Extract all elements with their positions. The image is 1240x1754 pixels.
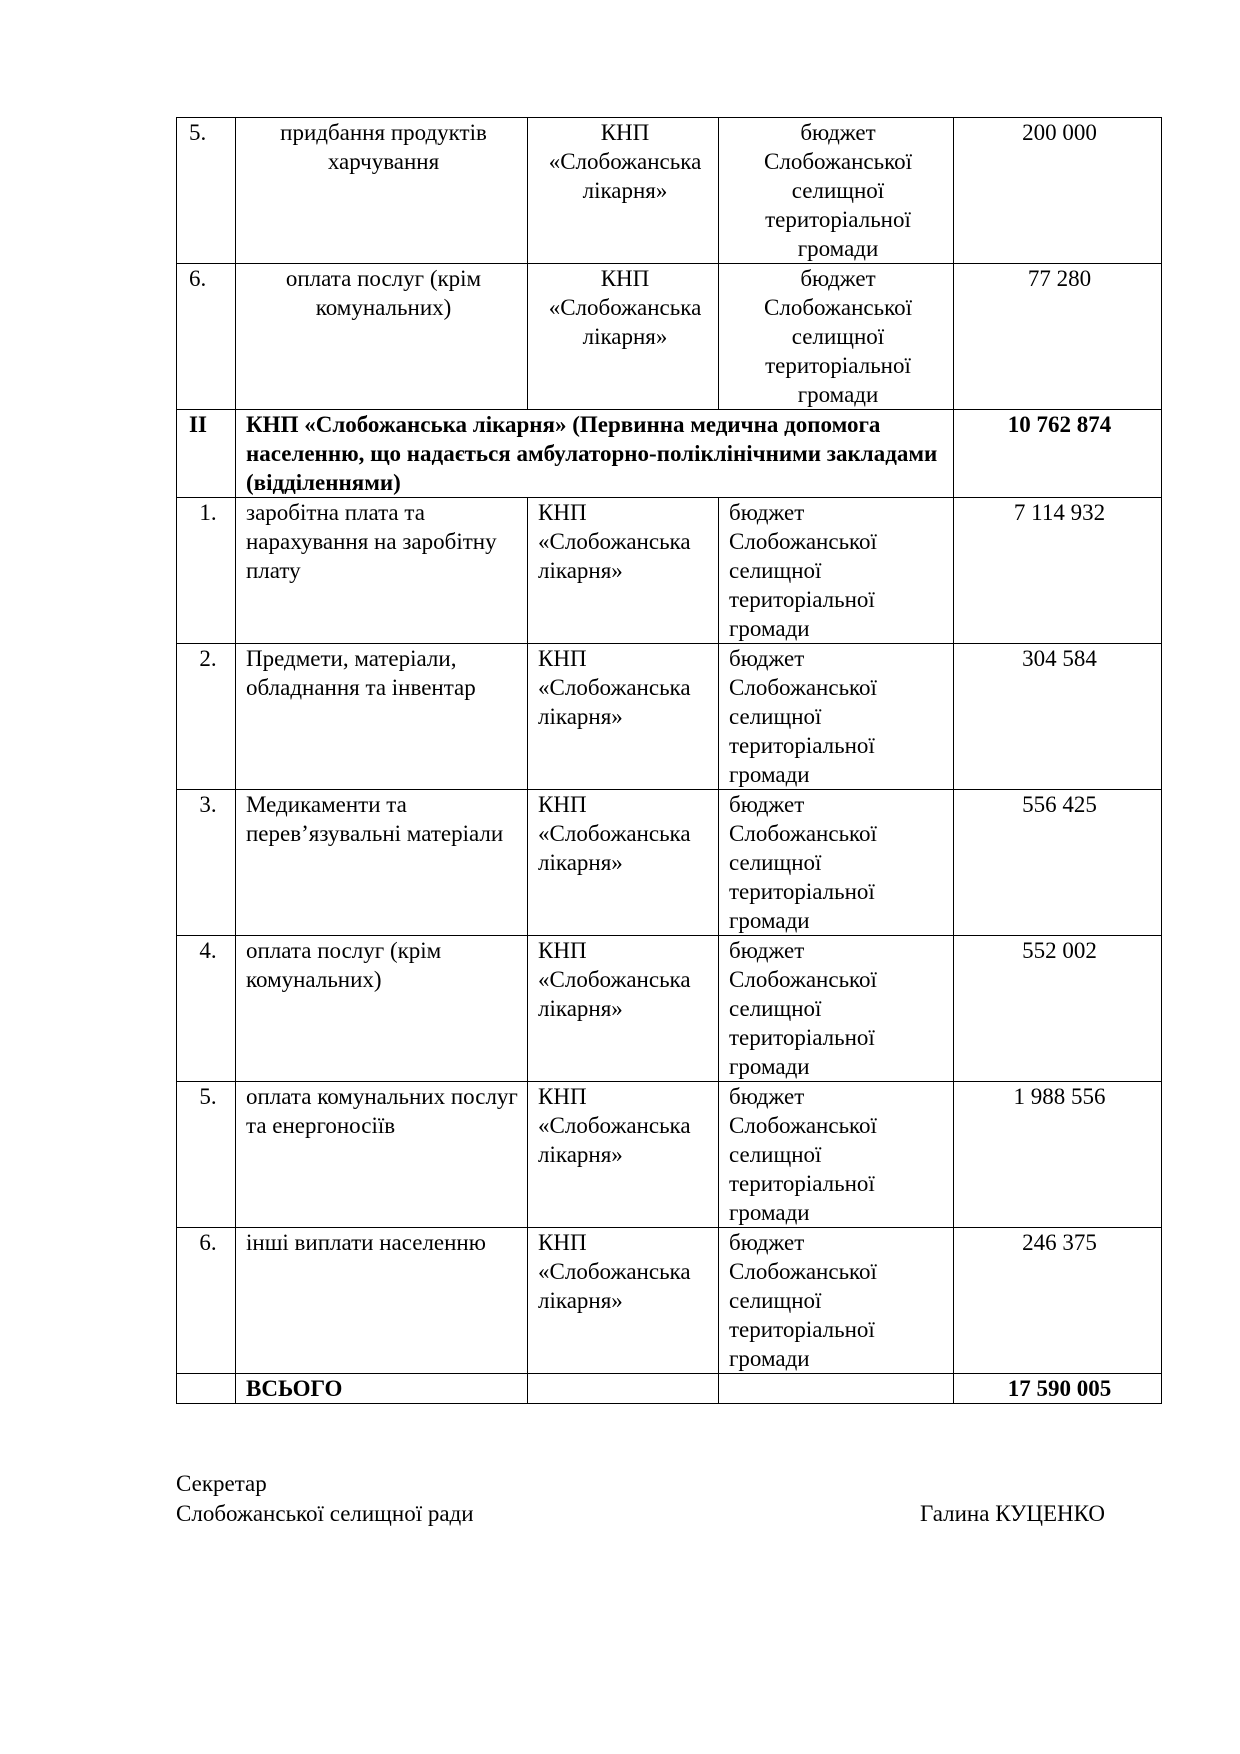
- amount: 552 002: [954, 936, 1162, 1082]
- expense-item: Предмети, матеріали, обладнання та інвентар: [236, 644, 528, 790]
- section-number: ІІ: [177, 410, 236, 498]
- funding-source: бюджет Слобожанської селищної територіальної громади: [719, 790, 954, 936]
- secretary-title: Секретар: [176, 1471, 267, 1496]
- executor: КНП «Слобожанська лікарня»: [528, 498, 719, 644]
- executor: КНП «Слобожанська лікарня»: [528, 1082, 719, 1228]
- expense-item: оплата комунальних послуг та енергоносіїв: [236, 1082, 528, 1228]
- signatory-name: Галина КУЦЕНКО: [920, 1501, 1105, 1526]
- expense-item: Медикаменти та перев’язувальні матеріали: [236, 790, 528, 936]
- row-number: 6.: [177, 1228, 236, 1374]
- funding-source: бюджет Слобожанської селищної територіальної громади: [719, 1228, 954, 1374]
- executor: КНП «Слобожанська лікарня»: [528, 264, 719, 410]
- budget-table: [176, 117, 1162, 1404]
- total-empty-cell: [528, 1374, 719, 1404]
- amount: 1 988 556: [954, 1082, 1162, 1228]
- expense-item: заробітна плата та нарахування на заробітну плату: [236, 498, 528, 644]
- funding-source: бюджет Слобожанської селищної територіальної громади: [719, 264, 954, 410]
- amount: 200 000: [954, 118, 1162, 264]
- funding-source: бюджет Слобожанської селищної територіальної громади: [719, 936, 954, 1082]
- total-row: [177, 1374, 1162, 1404]
- table-row: [177, 264, 1162, 410]
- executor: КНП «Слобожанська лікарня»: [528, 1228, 719, 1374]
- expense-item: оплата послуг (крім комунальних): [236, 936, 528, 1082]
- expense-item: інші виплати населенню: [236, 1228, 528, 1374]
- amount: 7 114 932: [954, 498, 1162, 644]
- executor: КНП «Слобожанська лікарня»: [528, 936, 719, 1082]
- row-number: 3.: [177, 790, 236, 936]
- section-amount: 10 762 874: [954, 410, 1162, 498]
- amount: 304 584: [954, 644, 1162, 790]
- row-number: 5.: [177, 118, 236, 264]
- expense-item: оплата послуг (крім комунальних): [236, 264, 528, 410]
- executor: КНП «Слобожанська лікарня»: [528, 644, 719, 790]
- table-row: [177, 498, 1162, 644]
- amount: 77 280: [954, 264, 1162, 410]
- funding-source: бюджет Слобожанської селищної територіальної громади: [719, 498, 954, 644]
- table-row: [177, 936, 1162, 1082]
- total-empty-cell: [719, 1374, 954, 1404]
- section-row: [177, 410, 1162, 498]
- row-number: 4.: [177, 936, 236, 1082]
- funding-source: бюджет Слобожанської селищної територіальної громади: [719, 118, 954, 264]
- total-empty-cell: [177, 1374, 236, 1404]
- executor: КНП «Слобожанська лікарня»: [528, 118, 719, 264]
- total-label: ВСЬОГО: [236, 1374, 528, 1404]
- table-row: [177, 644, 1162, 790]
- row-number: 5.: [177, 1082, 236, 1228]
- row-number: 2.: [177, 644, 236, 790]
- expense-item: придбання продуктів харчування: [236, 118, 528, 264]
- table-row: [177, 790, 1162, 936]
- amount: 246 375: [954, 1228, 1162, 1374]
- table-row: [177, 1228, 1162, 1374]
- table-row: [177, 118, 1162, 264]
- total-amount: 17 590 005: [954, 1374, 1162, 1404]
- funding-source: бюджет Слобожанської селищної територіальної громади: [719, 644, 954, 790]
- council-name: Слобожанської селищної ради: [176, 1501, 474, 1526]
- row-number: 6.: [177, 264, 236, 410]
- row-number: 1.: [177, 498, 236, 644]
- funding-source: бюджет Слобожанської селищної територіальної громади: [719, 1082, 954, 1228]
- amount: 556 425: [954, 790, 1162, 936]
- table-row: [177, 1082, 1162, 1228]
- section-title: КНП «Слобожанська лікарня» (Первинна медична допомога населенню, що надається амбулаторно-поліклінічними закладами (відділеннями): [236, 410, 954, 498]
- executor: КНП «Слобожанська лікарня»: [528, 790, 719, 936]
